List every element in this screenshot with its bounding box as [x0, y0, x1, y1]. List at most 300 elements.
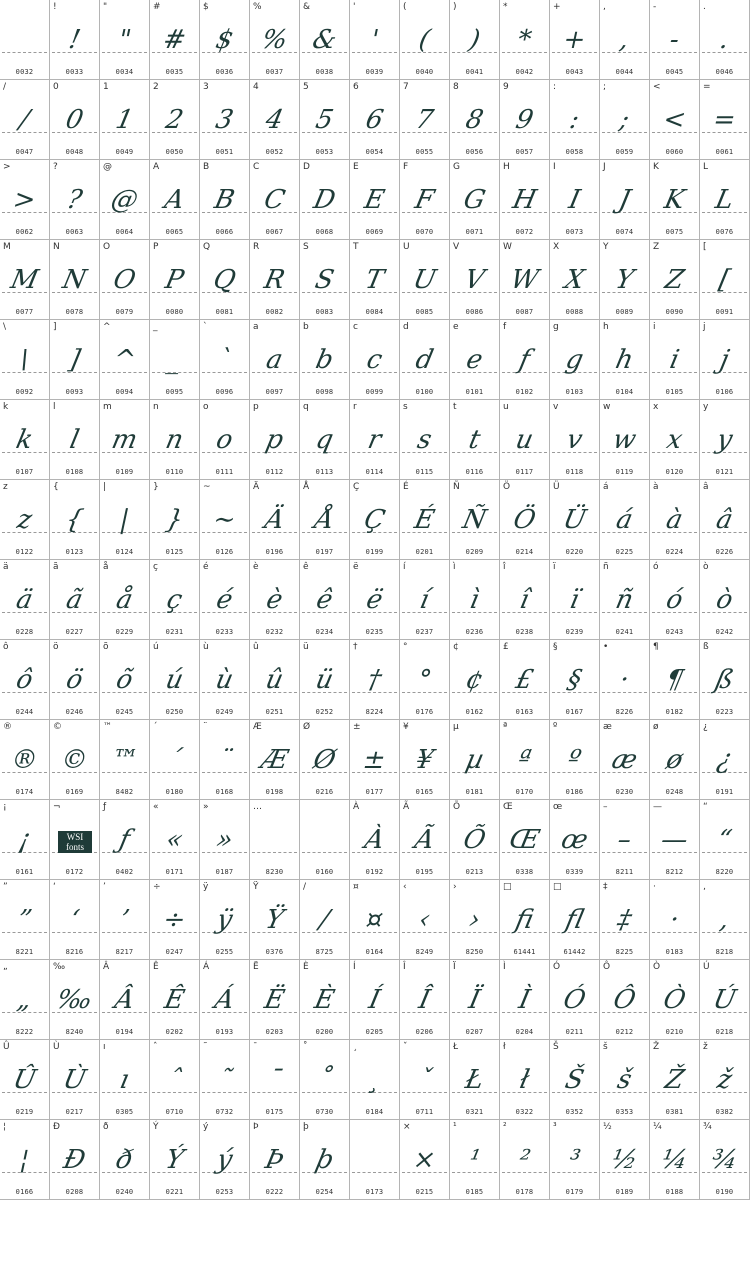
glyph-code: 0036: [215, 68, 234, 76]
glyph-sample: õ: [113, 665, 136, 695]
glyph-sample: (: [416, 25, 433, 55]
glyph-cell: [550, 560, 600, 640]
glyph-code: 0044: [615, 68, 634, 76]
glyph-label: Š: [553, 1042, 559, 1052]
glyph-label: 0: [53, 82, 59, 92]
glyph-code: 0206: [415, 1028, 434, 1036]
glyph-code: 0181: [465, 788, 484, 796]
glyph-cell: [200, 800, 250, 880]
glyph-sample: J: [616, 185, 633, 215]
glyph-cell: [150, 1040, 200, 1120]
glyph-cell: [0, 880, 50, 960]
glyph-label: ¾: [703, 1122, 712, 1132]
glyph-code: 0194: [115, 1028, 134, 1036]
glyph-sample: ÷: [160, 905, 189, 935]
glyph-label: ª: [503, 722, 508, 732]
glyph-code: 0085: [415, 308, 434, 316]
glyph-code: 0051: [215, 148, 234, 156]
glyph-sample: ²: [516, 1145, 533, 1175]
glyph-label: l: [53, 402, 56, 412]
glyph-code: 0056: [465, 148, 484, 156]
glyph-cell: [400, 240, 450, 320]
glyph-cell: [600, 880, 650, 960]
glyph-code: 0054: [365, 148, 384, 156]
glyph-label: ‹: [403, 882, 407, 892]
glyph-sample: L: [712, 185, 737, 215]
glyph-cell: [450, 240, 500, 320]
glyph-label: |: [103, 482, 107, 492]
glyph-cell: [150, 720, 200, 800]
glyph-code: 0117: [515, 468, 534, 476]
glyph-code: 0237: [415, 628, 434, 636]
glyph-sample: ~: [210, 505, 239, 535]
glyph-code: 0244: [15, 708, 34, 716]
glyph-code: 0204: [515, 1028, 534, 1036]
glyph-label: ×: [403, 1122, 411, 1132]
glyph-cell: [700, 480, 750, 560]
glyph-sample: ‰: [53, 985, 96, 1015]
glyph-code: 0221: [165, 1188, 184, 1196]
glyph-sample: ú: [162, 665, 187, 695]
glyph-sample: 7: [413, 105, 436, 135]
glyph-code: 0243: [665, 628, 684, 636]
glyph-code: 0376: [265, 948, 284, 956]
glyph-cell: [500, 480, 550, 560]
glyph-cell: [600, 640, 650, 720]
glyph-code: 0090: [665, 308, 684, 316]
glyph-cell: [100, 720, 150, 800]
glyph-code: 0061: [715, 148, 734, 156]
glyph-cell: [400, 720, 450, 800]
glyph-cell: [50, 640, 100, 720]
glyph-code: 0108: [65, 468, 84, 476]
glyph-code: 0193: [215, 1028, 234, 1036]
glyph-cell: [200, 560, 250, 640]
glyph-sample: ä: [13, 585, 36, 615]
glyph-label: z: [3, 482, 8, 492]
glyph-label: ]: [53, 322, 57, 332]
glyph-cell: [200, 0, 250, 80]
glyph-code: 0094: [115, 388, 134, 396]
glyph-code: 0066: [215, 228, 234, 236]
glyph-sample: F: [412, 185, 437, 215]
glyph-label: ı: [103, 1042, 106, 1052]
glyph-sample: ê: [313, 585, 336, 615]
glyph-cell: [0, 480, 50, 560]
glyph-label: g: [553, 322, 559, 332]
glyph-code: 0352: [565, 1108, 584, 1116]
glyph-cell: [250, 400, 300, 480]
glyph-sample: Ł: [462, 1065, 487, 1095]
glyph-sample: ð: [113, 1145, 136, 1175]
glyph-code: 0210: [665, 1028, 684, 1036]
glyph-label: e: [453, 322, 459, 332]
glyph-cell: [500, 1120, 550, 1200]
glyph-code: 8230: [265, 868, 284, 876]
glyph-label: k: [3, 402, 9, 412]
glyph-cell: [450, 1040, 500, 1120]
glyph-label: \: [3, 322, 7, 332]
glyph-sample: [300, 818, 350, 862]
glyph-sample: Ê: [161, 985, 188, 1015]
glyph-sample: `: [214, 345, 235, 375]
glyph-cell: [450, 1120, 500, 1200]
glyph-cell: [700, 800, 750, 880]
glyph-label: È: [303, 962, 309, 972]
glyph-cell: [450, 320, 500, 400]
glyph-label: A: [153, 162, 160, 172]
glyph-sample: £: [513, 665, 536, 695]
glyph-code: 0064: [115, 228, 134, 236]
glyph-label: ÿ: [203, 882, 209, 892]
glyph-code: 0254: [315, 1188, 334, 1196]
glyph-sample: ç: [164, 585, 185, 615]
glyph-cell: [550, 720, 600, 800]
glyph-sample: º: [565, 745, 584, 775]
glyph-label: ˆ: [153, 1042, 158, 1052]
glyph-code: 0169: [65, 788, 84, 796]
glyph-sample: ó: [663, 585, 686, 615]
glyph-cell: [450, 80, 500, 160]
glyph-label: •: [603, 642, 609, 652]
glyph-code: 0106: [715, 388, 734, 396]
glyph-code: 0111: [215, 468, 234, 476]
glyph-code: 0057: [515, 148, 534, 156]
glyph-code: 8220: [715, 868, 734, 876]
glyph-code: 0126: [215, 548, 234, 556]
glyph-cell: [350, 720, 400, 800]
glyph-label: 1: [103, 82, 109, 92]
glyph-label: î: [503, 562, 506, 572]
glyph-cell: [400, 480, 450, 560]
glyph-sample: _: [164, 345, 185, 375]
glyph-sample: ´: [164, 745, 185, 775]
glyph-code: 0073: [565, 228, 584, 236]
glyph-cell: [500, 0, 550, 80]
glyph-sample: Q: [210, 265, 239, 295]
glyph-sample: Ò: [660, 985, 689, 1015]
glyph-code: 0218: [715, 1028, 734, 1036]
glyph-cell: [450, 160, 500, 240]
glyph-cell: [400, 1120, 450, 1200]
glyph-label: ë: [353, 562, 359, 572]
glyph-cell: [100, 1040, 150, 1120]
glyph-code: 0189: [615, 1188, 634, 1196]
glyph-code: 0097: [265, 388, 284, 396]
glyph-code: 0071: [465, 228, 484, 236]
glyph-cell: [200, 80, 250, 160]
glyph-sample: ƒ: [116, 825, 133, 855]
glyph-cell: [250, 240, 300, 320]
glyph-code: 8216: [65, 948, 84, 956]
glyph-cell: [500, 320, 550, 400]
glyph-sample: ü: [312, 665, 337, 695]
glyph-cell: [0, 1040, 50, 1120]
glyph-cell: [300, 640, 350, 720]
glyph-cell: [200, 1040, 250, 1120]
glyph-code: 0122: [15, 548, 34, 556]
glyph-cell: [0, 960, 50, 1040]
glyph-label: $: [203, 2, 209, 12]
glyph-sample: d: [412, 345, 437, 375]
glyph-label: £: [503, 642, 509, 652]
glyph-label: ®: [3, 722, 12, 732]
glyph-sample: “: [714, 825, 735, 855]
glyph-code: 0220: [565, 548, 584, 556]
glyph-sample: ¹: [466, 1145, 483, 1175]
glyph-sample: n: [162, 425, 187, 455]
glyph-code: 0245: [115, 708, 134, 716]
glyph-sample: N: [59, 265, 90, 295]
glyph-cell: [300, 0, 350, 80]
glyph-label: U: [403, 242, 410, 252]
glyph-label: Í: [353, 962, 356, 972]
glyph-sample: #: [160, 25, 189, 55]
glyph-label: s: [403, 402, 408, 412]
glyph-label: ñ: [603, 562, 609, 572]
glyph-label: M: [3, 242, 11, 252]
glyph-label: E: [353, 162, 359, 172]
glyph-sample: A: [161, 185, 188, 215]
glyph-code: 0112: [265, 468, 284, 476]
glyph-code: 0163: [515, 708, 534, 716]
glyph-sample: µ: [462, 745, 487, 775]
glyph-sample: ,: [617, 25, 632, 55]
glyph-code: 0177: [365, 788, 384, 796]
glyph-cell: [550, 320, 600, 400]
glyph-code: 0179: [565, 1188, 584, 1196]
glyph-code: 0185: [465, 1188, 484, 1196]
glyph-sample: t: [466, 425, 483, 455]
glyph-code: 0402: [115, 868, 134, 876]
glyph-cell: [350, 1120, 400, 1200]
glyph-cell: [700, 1120, 750, 1200]
glyph-code: 8217: [115, 948, 134, 956]
glyph-sample: †: [364, 665, 385, 695]
glyph-code: 0087: [515, 308, 534, 316]
glyph-label: ¿: [703, 722, 708, 732]
glyph-code: 0231: [165, 628, 184, 636]
glyph-code: 0192: [365, 868, 384, 876]
glyph-label: ©: [53, 722, 62, 732]
glyph-label: #: [153, 2, 161, 12]
glyph-sample: ¡: [16, 825, 33, 855]
glyph-sample: =: [710, 105, 739, 135]
glyph-label: ƒ: [103, 802, 107, 812]
glyph-code: 8225: [615, 948, 634, 956]
glyph-sample: P: [162, 265, 187, 295]
glyph-cell: [700, 320, 750, 400]
glyph-cell: [650, 640, 700, 720]
glyph-cell: [300, 160, 350, 240]
glyph-cell: [600, 560, 650, 640]
glyph-sample: Ì: [516, 985, 533, 1015]
glyph-cell: [50, 80, 100, 160]
glyph-code: 0730: [315, 1108, 334, 1116]
glyph-label: ž: [703, 1042, 708, 1052]
glyph-label: Ì: [503, 962, 506, 972]
glyph-label: Ù: [53, 1042, 60, 1052]
glyph-cell: [500, 160, 550, 240]
glyph-sample: ł: [517, 1065, 532, 1095]
glyph-label: Ÿ: [253, 882, 259, 892]
glyph-sample: È: [311, 985, 338, 1015]
glyph-sample: 5: [313, 105, 336, 135]
glyph-label: 2: [153, 82, 159, 92]
glyph-label: †: [353, 642, 358, 652]
glyph-sample: [: [716, 265, 733, 295]
glyph-cell: [300, 480, 350, 560]
glyph-code: 0248: [665, 788, 684, 796]
glyph-cell: [450, 960, 500, 1040]
glyph-cell: [250, 1120, 300, 1200]
glyph-label: +: [553, 2, 561, 12]
glyph-sample: ·: [667, 905, 682, 935]
glyph-cell: [0, 1120, 50, 1200]
glyph-code: 0230: [615, 788, 634, 796]
glyph-code: 0077: [15, 308, 34, 316]
glyph-label: ¡: [3, 802, 7, 812]
glyph-sample: Ë: [261, 985, 288, 1015]
glyph-label: «: [153, 802, 159, 812]
glyph-cell: [350, 880, 400, 960]
glyph-code: 0038: [315, 68, 334, 76]
glyph-sample: ÿ: [213, 905, 236, 935]
glyph-sample: K: [661, 185, 688, 215]
glyph-cell: [700, 640, 750, 720]
glyph-label: ³: [553, 1122, 557, 1132]
glyph-sample: ˚: [314, 1065, 335, 1095]
glyph-cell: [50, 400, 100, 480]
glyph-sample: [0, 18, 50, 62]
glyph-sample: >: [10, 185, 39, 215]
glyph-cell: [100, 400, 150, 480]
glyph-label: ý: [203, 1122, 209, 1132]
glyph-cell: [250, 720, 300, 800]
glyph-sample: ±: [360, 745, 389, 775]
glyph-cell: [150, 480, 200, 560]
glyph-code: 0222: [265, 1188, 284, 1196]
glyph-sample: <: [660, 105, 689, 135]
glyph-cell: [400, 80, 450, 160]
glyph-code: 0103: [565, 388, 584, 396]
glyph-label: Ó: [553, 962, 561, 972]
glyph-cell: [500, 960, 550, 1040]
glyph-label: Ö: [503, 482, 511, 492]
glyph-code: 0123: [65, 548, 84, 556]
glyph-code: 0173: [365, 1188, 384, 1196]
glyph-cell: [300, 960, 350, 1040]
glyph-cell: [100, 640, 150, 720]
glyph-sample: Þ: [262, 1145, 287, 1175]
glyph-code: 0226: [715, 548, 734, 556]
glyph-label: Æ: [253, 722, 262, 732]
glyph-sample: g: [562, 345, 587, 375]
glyph-label: ¤: [353, 882, 359, 892]
glyph-code: 0119: [615, 468, 634, 476]
glyph-label: ™: [103, 722, 112, 732]
glyph-label: 4: [253, 82, 259, 92]
glyph-label: }: [153, 482, 159, 492]
glyph-label: ß: [703, 642, 709, 652]
glyph-cell: [650, 1120, 700, 1200]
glyph-sample: Â: [111, 985, 138, 1015]
glyph-code: 0115: [415, 468, 434, 476]
glyph-label: ¯: [253, 1042, 258, 1052]
glyph-code: 0124: [115, 548, 134, 556]
glyph-code: 0209: [465, 548, 484, 556]
glyph-code: 0234: [315, 628, 334, 636]
glyph-label: Ú: [703, 962, 710, 972]
glyph-cell: [500, 400, 550, 480]
glyph-sample: h: [612, 345, 637, 375]
glyph-label: ¼: [653, 1122, 662, 1132]
glyph-sample: ª: [515, 745, 534, 775]
glyph-cell: [250, 160, 300, 240]
glyph-code: 0202: [165, 1028, 184, 1036]
glyph-code: 0322: [515, 1108, 534, 1116]
glyph-sample: ™: [108, 745, 141, 775]
glyph-code: 0233: [215, 628, 234, 636]
glyph-label: f: [503, 322, 507, 332]
glyph-code: 0046: [715, 68, 734, 76]
glyph-code: 0074: [615, 228, 634, 236]
glyph-label: °: [403, 642, 408, 652]
glyph-cell: [100, 880, 150, 960]
glyph-cell: [600, 480, 650, 560]
glyph-label: <: [653, 82, 661, 92]
glyph-label: ¢: [453, 642, 459, 652]
glyph-label: C: [253, 162, 260, 172]
glyph-cell: [200, 400, 250, 480]
glyph-code: 0305: [115, 1108, 134, 1116]
glyph-sample: °: [414, 665, 435, 695]
glyph-sample: ]: [66, 345, 83, 375]
glyph-sample: S: [312, 265, 337, 295]
glyph-code: 0048: [65, 148, 84, 156]
glyph-code: 0164: [365, 948, 384, 956]
glyph-cell: [700, 240, 750, 320]
glyph-label: c: [353, 322, 358, 332]
glyph-sample: ý: [213, 1145, 236, 1175]
glyph-cell: [50, 560, 100, 640]
glyph-code: 0100: [415, 388, 434, 396]
glyph-sample: ³: [566, 1145, 583, 1175]
glyph-cell: [600, 720, 650, 800]
glyph-label: ²: [503, 1122, 507, 1132]
glyph-code: 0225: [615, 548, 634, 556]
glyph-cell: [550, 80, 600, 160]
glyph-label: Ô: [603, 962, 611, 972]
glyph-code: 0052: [265, 148, 284, 156]
glyph-code: 0321: [465, 1108, 484, 1116]
glyph-code: 0195: [415, 868, 434, 876]
glyph-label: ¶: [653, 642, 659, 652]
glyph-label: u: [503, 402, 509, 412]
glyph-code: 0188: [665, 1188, 684, 1196]
glyph-sample: *: [514, 25, 535, 55]
glyph-cell: [400, 960, 450, 1040]
glyph-sample: ½: [608, 1145, 641, 1175]
glyph-code: 0104: [615, 388, 634, 396]
glyph-code: 0175: [265, 1108, 284, 1116]
glyph-sample: |: [116, 505, 133, 535]
glyph-cell: [500, 800, 550, 880]
glyph-cell: [0, 560, 50, 640]
glyph-sample: ): [466, 25, 483, 55]
glyph-label: ð: [103, 1122, 109, 1132]
glyph-code: 0081: [215, 308, 234, 316]
